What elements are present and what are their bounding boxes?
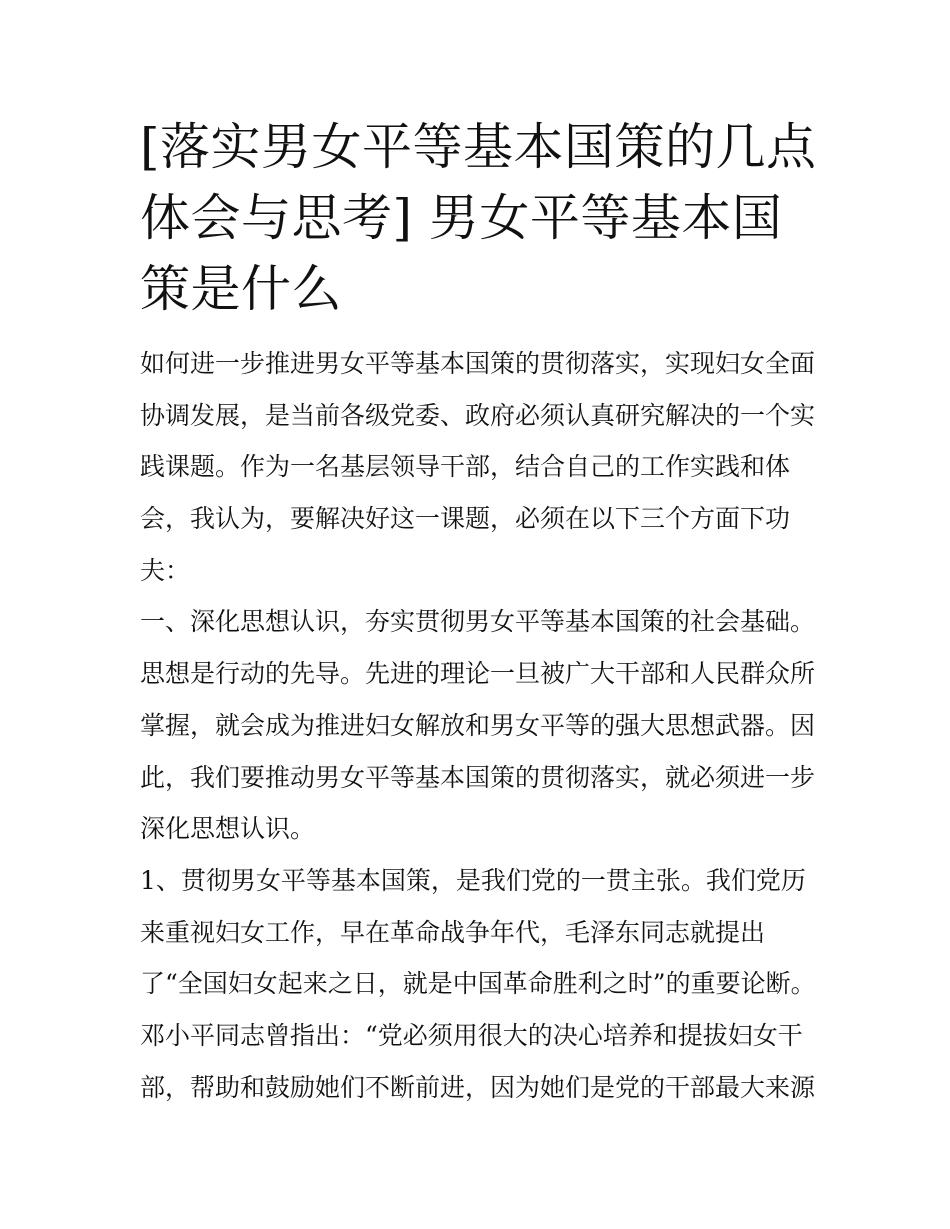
- body-line-4: 会，我认为，要解决好这一课题，必须在以下三个方面下功: [140, 504, 791, 534]
- body-line-1: 如何进一步推进男女平等基本国策的贯彻落实，实现妇女全面: [140, 349, 816, 378]
- body-line-2: 协调发展，是当前各级党委、政府必须认真研究解决的一个实: [140, 400, 816, 430]
- title-line-2: 体会与思考] 男女平等基本国: [140, 189, 783, 247]
- point-1-line-1: 1、贯彻男女平等基本国策，是我们党的一贯主张。我们党历: [140, 865, 806, 895]
- point-1-line-2: 来重视妇女工作，早在革命战争年代，毛泽东同志就提出: [140, 917, 766, 947]
- body-line-3: 践课题。作为一名基层领导干部，结合自己的工作实践和体: [140, 452, 791, 482]
- body-line-7: 思想是行动的先导。先进的理论一旦被广大干部和人民群众所: [140, 659, 816, 689]
- body-line-8: 掌握，就会成为推进妇女解放和男女平等的强大思想武器。因: [140, 710, 816, 740]
- title-line-1: [落实男女平等基本国策的几点: [140, 118, 817, 176]
- point-1-line-5: 部，帮助和鼓励她们不断前进，因为她们是党的干部最大来源: [140, 1072, 816, 1102]
- document-title: [140, 112, 820, 325]
- section-heading-1: 一、深化思想认识，夯实贯彻男女平等基本国策的社会基础。: [140, 607, 816, 637]
- body-line-9: 此，我们要推动男女平等基本国策的贯彻落实，就必须进一步: [140, 762, 816, 792]
- point-1-line-4: 邓小平同志曾指出：“党必须用很大的决心培养和提拔妇女干: [140, 1020, 803, 1050]
- title-line-3: 策是什么: [140, 260, 342, 318]
- point-1-line-3: 了“全国妇女起来之日，就是中国革命胜利之时”的重要论断。: [140, 969, 816, 999]
- body-line-10: 深化思想认识。: [140, 814, 316, 844]
- document-body: [140, 338, 820, 1113]
- document-content: [140, 112, 820, 1113]
- body-line-5: 夫：: [140, 555, 191, 585]
